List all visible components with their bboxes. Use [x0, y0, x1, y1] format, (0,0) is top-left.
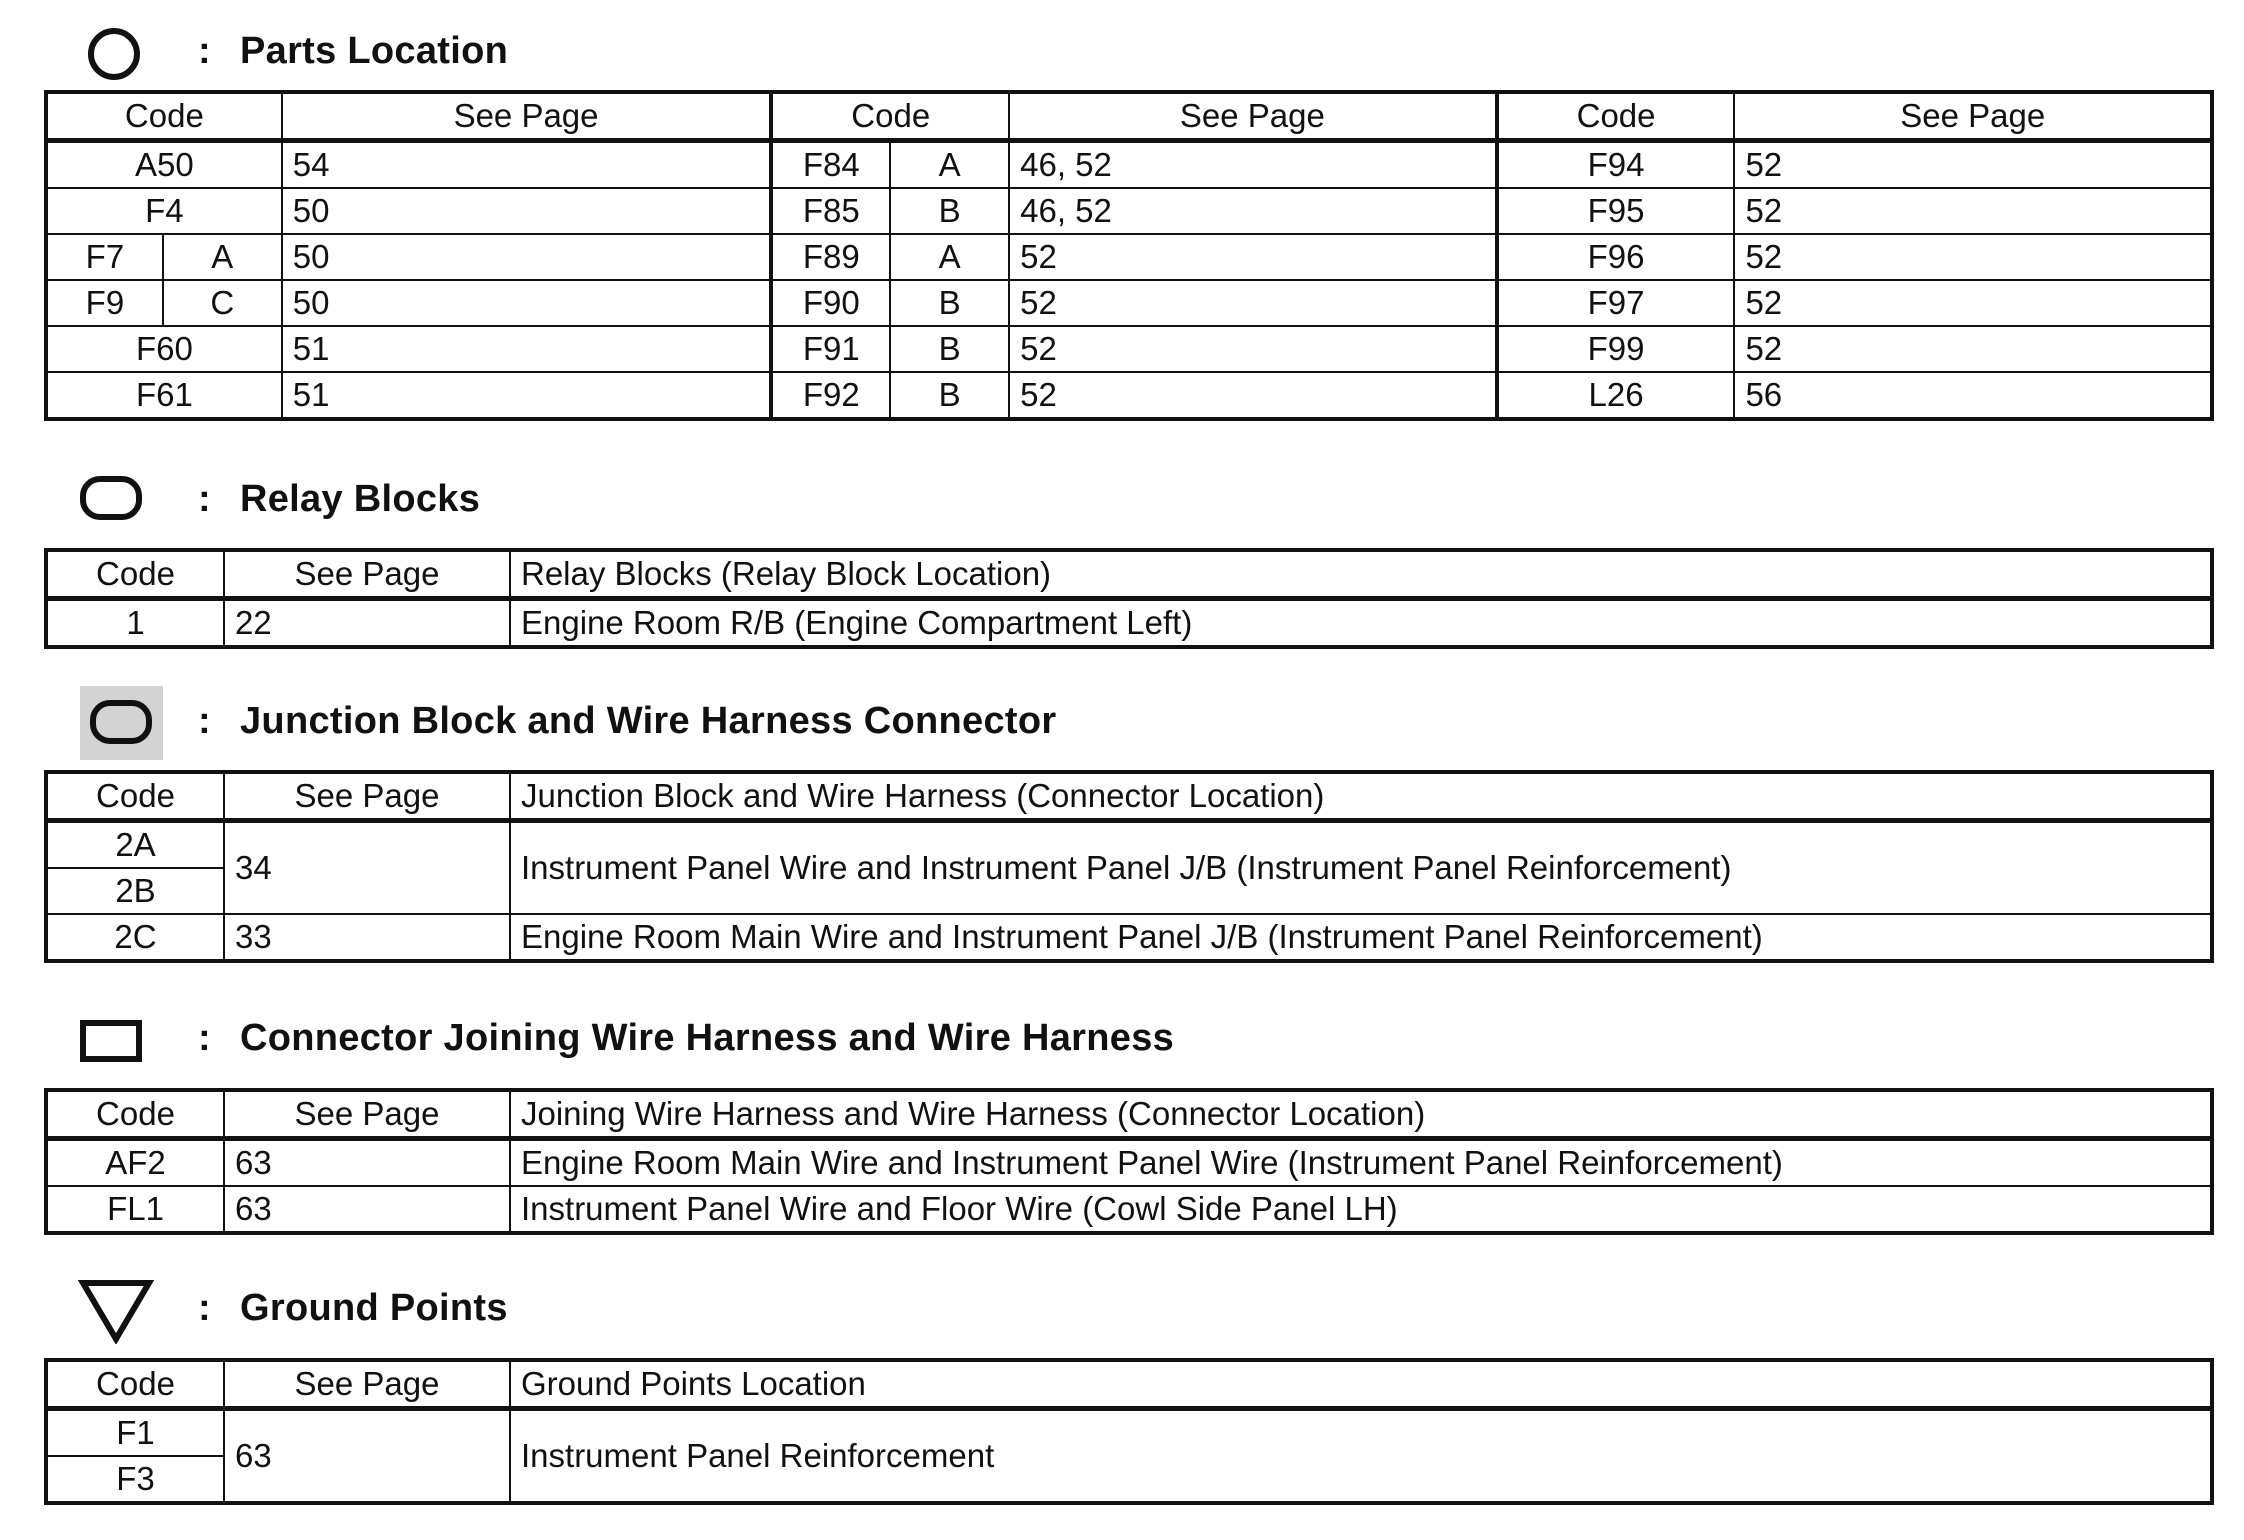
code-cell: A50 [46, 141, 282, 189]
table-row [46, 141, 2212, 189]
page-cell: 46, 52 [1009, 188, 1497, 234]
sub-code-cell: A [890, 234, 1009, 280]
code-cell: F61 [46, 372, 282, 419]
header-code: Code [46, 550, 224, 599]
description-cell: Engine Room Main Wire and Instrument Panel Wire (Instrument Panel Reinforcement) [510, 1139, 2212, 1187]
header-see-page: See Page [224, 1090, 510, 1139]
table-row [46, 821, 2212, 869]
table-header-row [46, 772, 2212, 821]
parts-location-table [44, 90, 2214, 421]
page-cell: 63 [224, 1186, 510, 1233]
page-cell: 63 [224, 1409, 510, 1504]
header-code: Code [46, 772, 224, 821]
sub-code-cell: A [890, 141, 1009, 189]
page-cell: 51 [282, 372, 772, 419]
description-cell: Instrument Panel Reinforcement [510, 1409, 2212, 1504]
table-header-row [46, 1360, 2212, 1409]
triangle-down-icon [78, 1278, 154, 1344]
page-cell: 52 [1009, 372, 1497, 419]
code-cell: F9 [46, 280, 163, 326]
table-row [46, 280, 2212, 326]
table-row [46, 1139, 2212, 1187]
sub-code-cell: B [890, 326, 1009, 372]
table-row [46, 1409, 2212, 1457]
page-cell: 33 [224, 914, 510, 961]
page-cell: 52 [1009, 234, 1497, 280]
page-cell: 34 [224, 821, 510, 915]
page-cell: 52 [1009, 280, 1497, 326]
header-code: Code [46, 92, 282, 141]
header-location: Joining Wire Harness and Wire Harness (Connector Location) [510, 1090, 2212, 1139]
code-cell: AF2 [46, 1139, 224, 1187]
table-row [46, 599, 2212, 648]
triangle-down-icon-svg [78, 1278, 154, 1344]
section-title-relay-blocks: Relay Blocks [240, 478, 481, 520]
code-cell: F7 [46, 234, 163, 280]
code-cell: F95 [1497, 188, 1735, 234]
page-cell: 56 [1734, 372, 2212, 419]
header-see-page: See Page [1734, 92, 2212, 141]
header-see-page: See Page [1009, 92, 1497, 141]
colon: : [198, 1017, 211, 1059]
header-code: Code [46, 1090, 224, 1139]
page-cell: 63 [224, 1139, 510, 1187]
code-cell: F1 [46, 1409, 224, 1457]
code-cell: F96 [1497, 234, 1735, 280]
description-cell: Instrument Panel Wire and Instrument Panel J/B (Instrument Panel Reinforcement) [510, 821, 2212, 915]
code-cell: F60 [46, 326, 282, 372]
code-cell: F90 [771, 280, 890, 326]
code-cell: F99 [1497, 326, 1735, 372]
header-see-page: See Page [224, 772, 510, 821]
code-cell: F89 [771, 234, 890, 280]
header-code: Code [46, 1360, 224, 1409]
page-cell: 52 [1009, 326, 1497, 372]
code-cell: FL1 [46, 1186, 224, 1233]
page-cell: 52 [1734, 234, 2212, 280]
table-header-row [46, 92, 2212, 141]
description-cell: Engine Room R/B (Engine Compartment Left) [510, 599, 2212, 648]
code-cell: 2C [46, 914, 224, 961]
page-cell: 50 [282, 234, 772, 280]
junction-block-table [44, 770, 2214, 963]
colon: : [198, 700, 211, 742]
colon: : [198, 1287, 211, 1329]
section-title-junction-block: Junction Block and Wire Harness Connector [240, 700, 1057, 742]
page-cell: 52 [1734, 280, 2212, 326]
page-cell: 52 [1734, 141, 2212, 189]
table-row [46, 188, 2212, 234]
rounded-rect-icon [80, 476, 142, 520]
code-cell: 2B [46, 868, 224, 914]
colon: : [198, 478, 211, 520]
section-title-ground-points: Ground Points [240, 1287, 508, 1329]
code-cell: L26 [1497, 372, 1735, 419]
page-cell: 52 [1734, 188, 2212, 234]
page-cell: 50 [282, 280, 772, 326]
description-cell: Engine Room Main Wire and Instrument Panel J/B (Instrument Panel Reinforcement) [510, 914, 2212, 961]
header-location: Junction Block and Wire Harness (Connector Location) [510, 772, 2212, 821]
header-see-page: See Page [224, 1360, 510, 1409]
page-cell: 51 [282, 326, 772, 372]
table-row [46, 1186, 2212, 1233]
ground-points-table [44, 1358, 2214, 1505]
page-cell: 22 [224, 599, 510, 648]
code-cell: F4 [46, 188, 282, 234]
code-cell: F97 [1497, 280, 1735, 326]
colon: : [198, 30, 211, 72]
description-cell: Instrument Panel Wire and Floor Wire (Cowl Side Panel LH) [510, 1186, 2212, 1233]
code-cell: F92 [771, 372, 890, 419]
sub-code-cell: B [890, 188, 1009, 234]
table-row [46, 234, 2212, 280]
code-cell: F91 [771, 326, 890, 372]
page-cell: 50 [282, 188, 772, 234]
header-location: Ground Points Location [510, 1360, 2212, 1409]
header-location: Relay Blocks (Relay Block Location) [510, 550, 2212, 599]
code-cell: F84 [771, 141, 890, 189]
page-cell: 46, 52 [1009, 141, 1497, 189]
header-see-page: See Page [282, 92, 772, 141]
sub-code-cell: B [890, 372, 1009, 419]
header-see-page: See Page [224, 550, 510, 599]
table-header-row [46, 1090, 2212, 1139]
sub-code-cell: C [163, 280, 282, 326]
code-cell: F85 [771, 188, 890, 234]
table-row [46, 914, 2212, 961]
relay-blocks-table [44, 548, 2214, 649]
sub-code-cell: A [163, 234, 282, 280]
code-cell: F94 [1497, 141, 1735, 189]
code-cell: F3 [46, 1456, 224, 1503]
circle-icon [88, 28, 140, 80]
table-row [46, 372, 2212, 419]
header-code: Code [771, 92, 1009, 141]
header-code: Code [1497, 92, 1735, 141]
connector-joining-table [44, 1088, 2214, 1235]
page-cell: 54 [282, 141, 772, 189]
code-cell: 1 [46, 599, 224, 648]
rectangle-icon [80, 1020, 142, 1062]
page-cell: 52 [1734, 326, 2212, 372]
section-title-parts-location: Parts Location [240, 30, 509, 72]
code-cell: 2A [46, 821, 224, 869]
shaded-rounded-rect-icon [90, 700, 152, 744]
section-title-connector-joining: Connector Joining Wire Harness and Wire Harness [240, 1017, 1175, 1059]
sub-code-cell: B [890, 280, 1009, 326]
table-row [46, 326, 2212, 372]
table-header-row [46, 550, 2212, 599]
